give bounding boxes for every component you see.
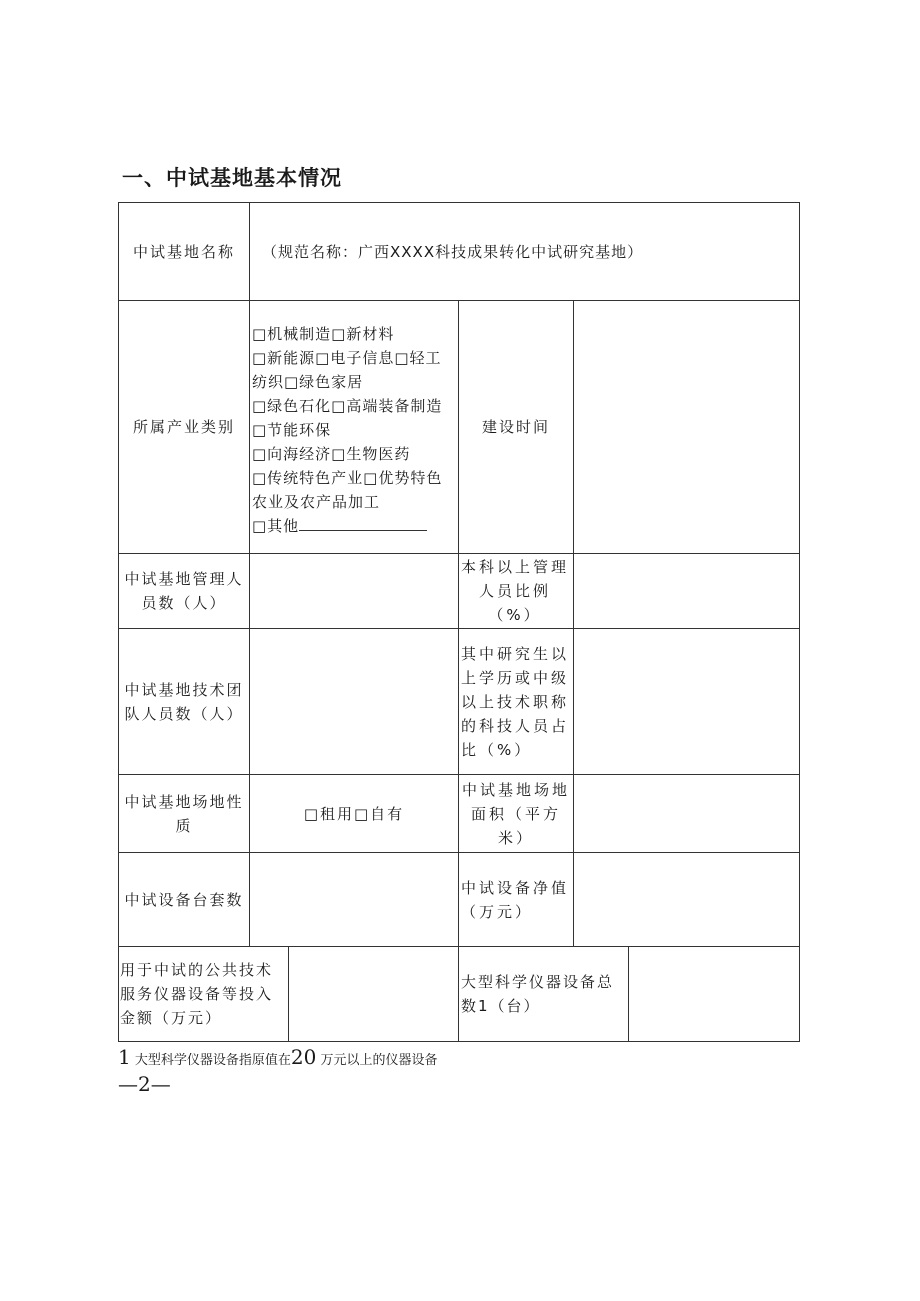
mgmt-ratio-label: 本科以上管理人员比例（%）	[460, 558, 569, 624]
site-area-label: 中试基地场地面积（平方米）	[461, 780, 570, 847]
footnote	[118, 1045, 438, 1069]
footnote-text-b: 万元以上的仪器设备	[320, 1053, 438, 1068]
page-number: —2—	[118, 1072, 171, 1096]
footnote-marker: 1	[118, 1045, 131, 1069]
industry-option-line[interactable]: □传统特色产业□优势特色	[252, 469, 443, 487]
industry-option-other[interactable]	[252, 514, 458, 538]
tech-team-field[interactable]	[250, 629, 458, 774]
site-nature-options[interactable]: □租用□自有	[303, 804, 405, 823]
other-fill-blank[interactable]	[299, 514, 427, 531]
public-invest-field[interactable]	[289, 947, 458, 1041]
industry-option-line: 农业及农产品加工	[252, 493, 381, 511]
base-name-label: 中试基地名称	[132, 242, 235, 261]
tech-ratio-field[interactable]	[574, 629, 799, 774]
large-instr-field[interactable]	[629, 947, 799, 1041]
base-name-field[interactable]	[262, 203, 798, 300]
base-name-hint: （规范名称：广西XXXX科技成果转化中试研究基地）	[262, 242, 644, 261]
tech-team-label: 中试基地技术团队人员数（人）	[124, 680, 244, 723]
industry-options[interactable]	[252, 322, 458, 538]
build-time-label: 建设时间	[481, 418, 550, 436]
industry-option-line[interactable]: □节能环保	[252, 421, 332, 439]
equip-value-field[interactable]	[574, 853, 799, 946]
mgmt-count-field[interactable]	[250, 554, 458, 628]
mgmt-count-label: 中试基地管理人员数（人）	[124, 570, 244, 612]
industry-option-other-label[interactable]: □其他	[252, 517, 300, 535]
build-time-field[interactable]	[574, 301, 799, 553]
footnote-amount: 20	[290, 1045, 317, 1069]
industry-option-line[interactable]: □机械制造□新材料	[252, 325, 395, 343]
industry-option-line[interactable]: 纺织□绿色家居	[252, 373, 364, 391]
large-instr-label: 大型科学仪器设备总数1（台）	[461, 973, 615, 1015]
site-area-field[interactable]	[574, 775, 799, 852]
industry-label: 所属产业类别	[132, 418, 235, 436]
mgmt-ratio-field[interactable]	[574, 554, 799, 628]
industry-option-line[interactable]: □向海经济□生物医药	[252, 445, 411, 463]
footnote-text-a: 大型科学仪器设备指原值在	[134, 1053, 291, 1068]
industry-option-line[interactable]: □新能源□电子信息□轻工	[252, 349, 442, 367]
tech-ratio-label: 其中研究生以上学历或中级以上技术职称的科技人员占比（%）	[461, 644, 570, 759]
public-invest-label: 用于中试的公共技术服务仪器设备等投入金额（万元）	[120, 961, 274, 1027]
industry-option-line[interactable]: □绿色石化□高端装备制造	[252, 397, 443, 415]
site-nature-label: 中试基地场地性质	[124, 792, 244, 835]
equip-value-label: 中试设备净值（万元）	[461, 878, 570, 921]
section-title: 一、中试基地基本情况	[122, 166, 342, 190]
equip-count-field[interactable]	[250, 853, 458, 946]
equip-count-label: 中试设备台套数	[124, 890, 244, 909]
